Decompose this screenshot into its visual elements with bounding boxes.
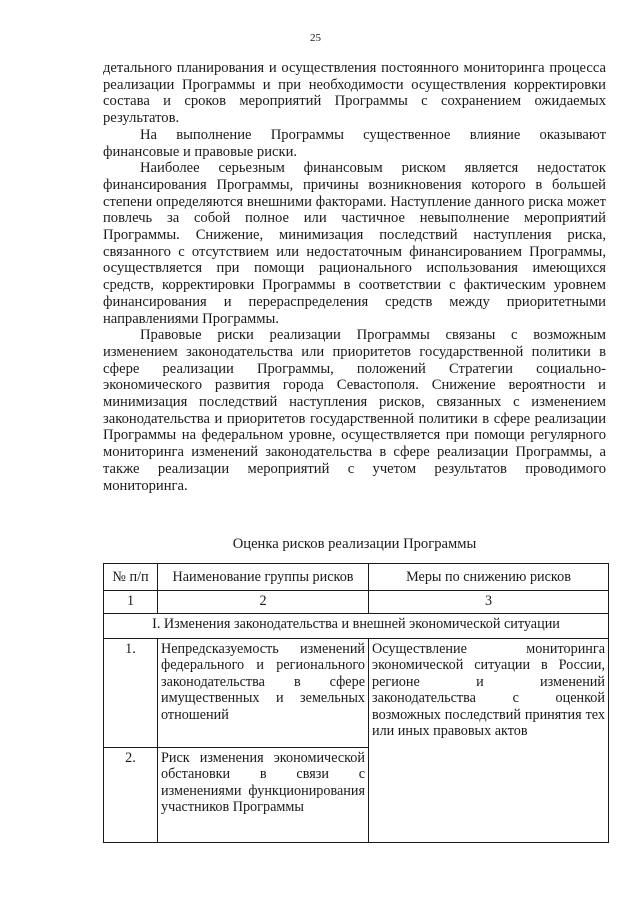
column-number-2: 2: [158, 591, 369, 614]
paragraph-4: Правовые риски реализации Программы связаны с возможным изменением законодательства или приоритетов государственной политики в сфере реализации Программы, положений Стратегии социально-экономического развития города Севастополя. Снижение вероятности и минимизация последствий наступления рисков, связанных с изменением законодательства и приоритетов государственной политики в сфере реализации Программы на федеральном уровне, осуществляется при помощи регулярного мониторинга изменений законодательства в сфере реализации Программы, а также реализации мероприятий с учетом результатов проводимого мониторинга.: [103, 327, 606, 494]
row-number: 2.: [104, 748, 158, 843]
risk-table: [103, 563, 609, 843]
section-title: I. Изменения законодательства и внешней экономической ситуации: [104, 614, 609, 639]
risk-name: Риск изменения экономической обстановки в связи с изменениями функционирования участников Программы: [158, 748, 369, 843]
paragraph-3: Наиболее серьезным финансовым риском является недостаток финансирования Программы, причины возникновения которого в большей степени определяются внешними факторами. Наступление данного риска может повлечь за собой полное или частичное невыполнение мероприятий Программы. Снижение, минимизация последствий наступления риска, связанного с отсутствием или недостаточным финансированием Программы, осуществляется при помощи рационального использования имеющихся средств, корректировки Программы в соответствии с фактическим уровнем финансирования и перераспределения средств между приоритетными направлениями Программы.: [103, 160, 606, 327]
table-header-row: [104, 564, 609, 591]
page-number: 25: [310, 32, 321, 44]
paragraph-1: детального планирования и осуществления постоянного мониторинга процесса реализации Программы и при необходимости осуществления корректировки состава и сроков мероприятий Программы с сохранением ожидаемых результатов.: [103, 60, 606, 127]
table-row: [104, 639, 609, 748]
column-number-row: [104, 591, 609, 614]
risk-name: Непредсказуемость изменений федерального и регионального законодательства в сфере имущественных и земельных отношений: [158, 639, 369, 748]
paragraph-2: На выполнение Программы существенное влияние оказывают финансовые и правовые риски.: [103, 126, 606, 160]
risk-measures: Осуществление мониторинга экономической ситуации в России, регионе и изменений законодательства с оценкой возможных последствий принятия тех или иных правовых актов: [369, 639, 609, 843]
column-number-3: 3: [369, 591, 609, 614]
row-number: 1.: [104, 639, 158, 748]
header-number: № п/п: [104, 564, 158, 591]
table-title: Оценка рисков реализации Программы: [232, 536, 477, 552]
header-measures: Меры по снижению рисков: [369, 564, 609, 591]
section-row: [104, 614, 609, 639]
body-text: [103, 60, 606, 494]
header-risk-group: Наименование группы рисков: [158, 564, 369, 591]
column-number-1: 1: [104, 591, 158, 614]
